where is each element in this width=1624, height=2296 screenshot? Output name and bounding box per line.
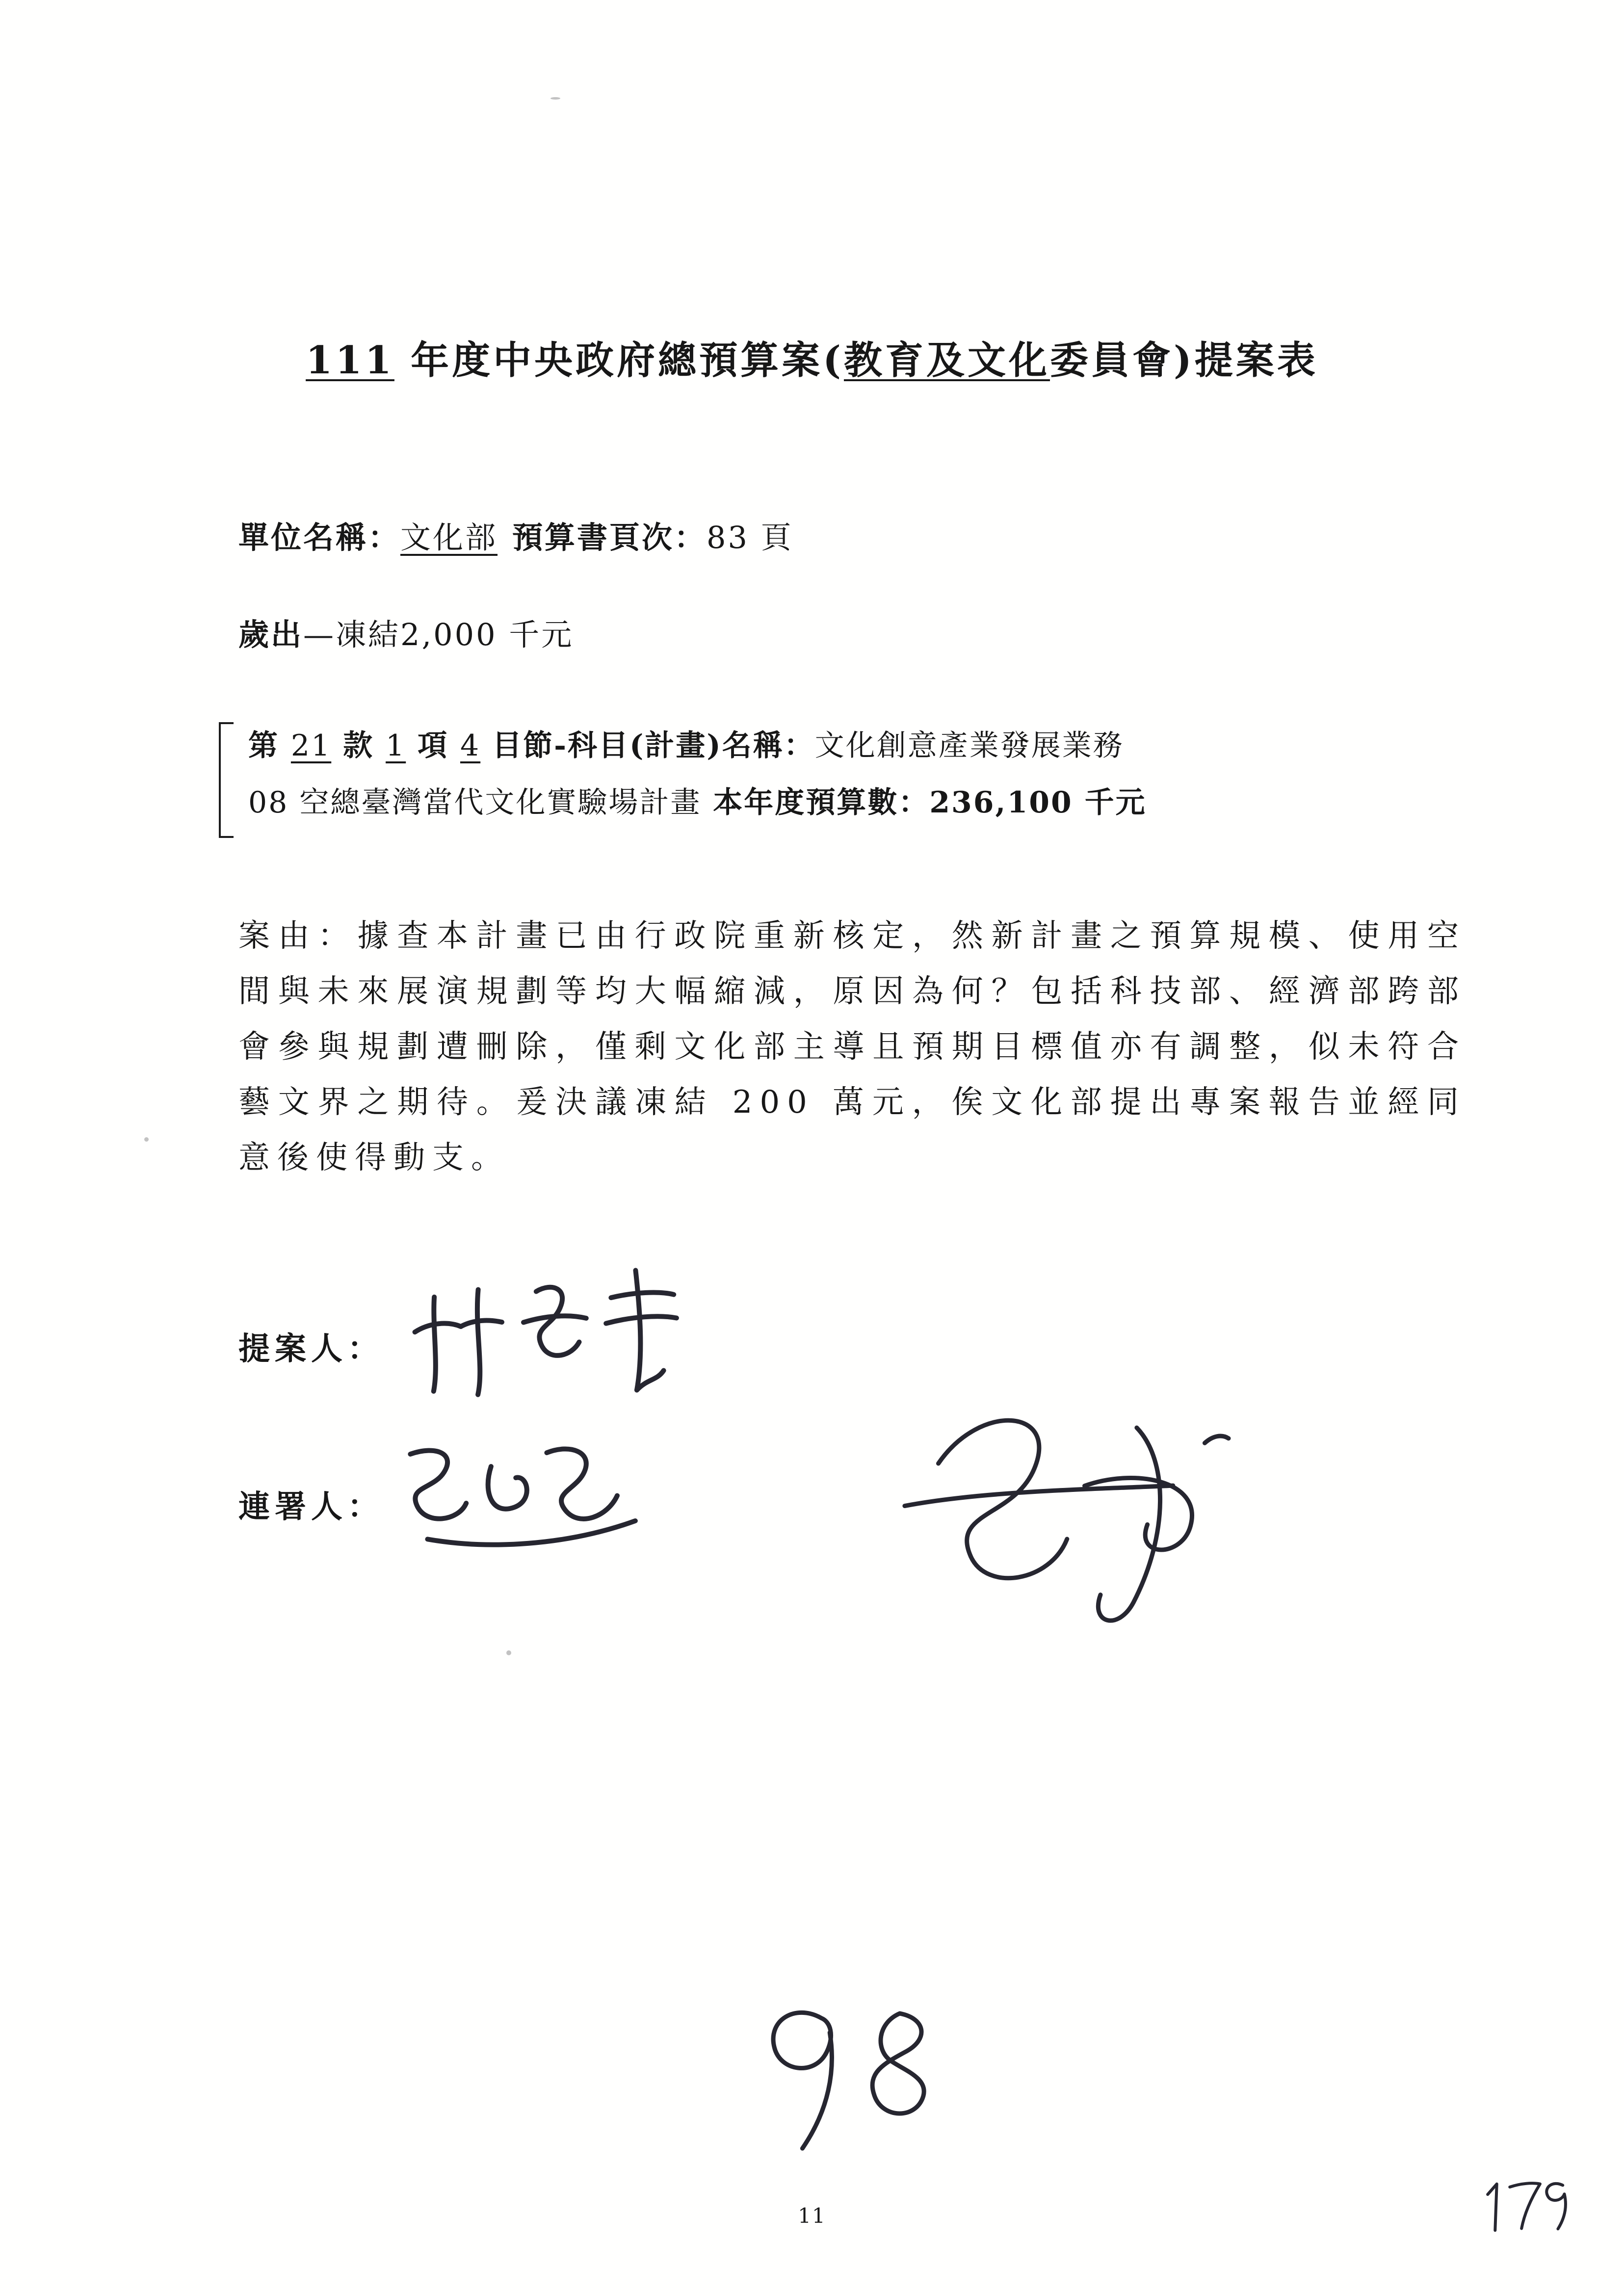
budget-item-line-1 — [248, 717, 1147, 774]
proposer-label: 提案人： — [238, 1331, 384, 1367]
plan-name: 08 空總臺灣當代文化實驗場計畫 — [248, 785, 702, 820]
budget-item-line-2 — [248, 774, 1147, 831]
item-seg1: 第 — [248, 729, 291, 763]
expenditure-detail: —凍結2,000 千元 — [303, 617, 574, 652]
item-seg3: 項 — [406, 729, 460, 763]
case-description: 案由：據查本計畫已由行政院重新核定，然新計畫之預算規模、使用空間與未來展演規劃等均大幅縮減，原因為何？包括科技部、經濟部跨部會參與規劃遭刪除，僅剩文化部主導且預期目標值亦有調整，似未符合藝文界之期待。爰決議凍結 200 萬元，俟文化部提出專案報告並經同意後使得動支。 — [238, 918, 1466, 1176]
cosigner-signature — [378, 1418, 665, 1577]
left-bracket — [219, 722, 234, 838]
unit-name-label: 單位名稱： — [238, 520, 401, 555]
expenditure-freeze-line — [238, 610, 574, 654]
unit-name-value: 文化部 — [400, 520, 498, 555]
budget-item-lines — [248, 717, 1147, 831]
budget-amount-label: 本年度預算數： — [701, 785, 930, 820]
item-seg4: 目節-科目(計畫)名稱： — [480, 729, 815, 763]
scan-speck — [506, 1650, 511, 1655]
title-year: 111 — [306, 338, 394, 383]
second-cosigner-signature — [851, 1366, 1266, 1651]
title-tail: 委員會)提案表 — [1050, 338, 1318, 383]
document-title — [0, 330, 1624, 385]
item-xiang-number: 1 — [386, 729, 406, 763]
budget-page-value: 83 頁 — [707, 520, 793, 555]
title-mid: 年度中央政府總預算案( — [394, 338, 844, 383]
budget-item-block — [219, 717, 1147, 831]
expenditure-label: 歲出 — [238, 617, 304, 652]
title-committee: 教育及文化 — [843, 338, 1050, 383]
scan-speck — [144, 1137, 149, 1142]
item-seg2: 款 — [331, 729, 386, 763]
unit-name-line — [238, 513, 793, 557]
handwritten-tally-number — [737, 1983, 954, 2160]
item-subject-name: 文化創意產業發展業務 — [814, 729, 1124, 763]
page-number: 11 — [798, 2204, 826, 2228]
scan-speck — [550, 97, 560, 100]
budget-amount-value: 236,100 千元 — [929, 785, 1147, 820]
budget-page-label: 預算書頁次： — [512, 520, 707, 555]
cosigner-label: 連署人： — [238, 1488, 384, 1525]
item-mu-number: 4 — [460, 729, 481, 763]
proposer-signature — [404, 1254, 684, 1417]
item-kuan-number: 21 — [290, 729, 332, 763]
